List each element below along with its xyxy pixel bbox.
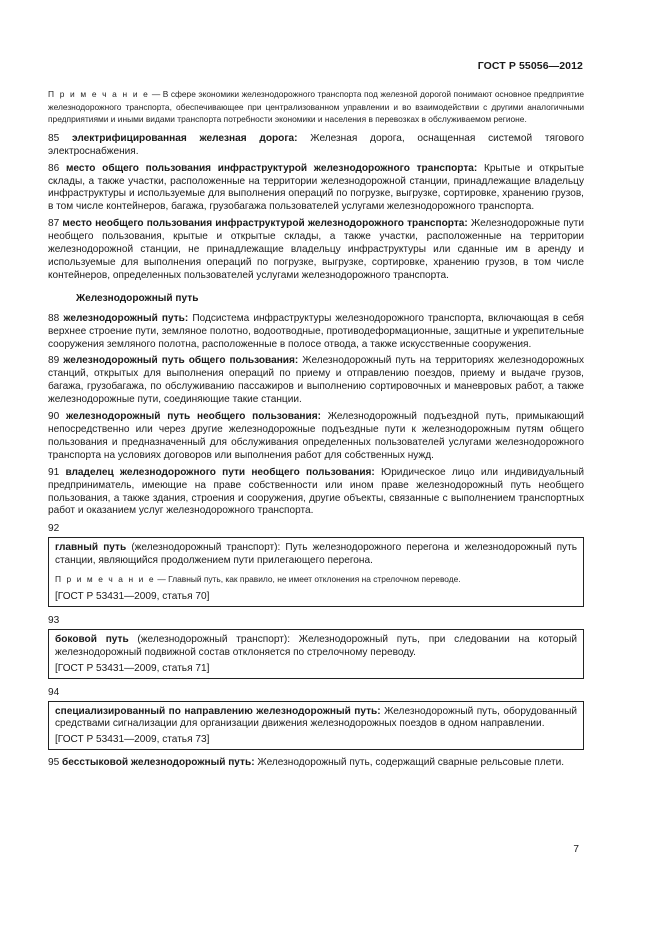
entry-definition: Железнодорожный путь, оборудованный средствами сигнализации для организации движения железнодорожных поездов в одном направлении. [55, 705, 577, 730]
note-intro [48, 88, 584, 126]
entry-number: 88 [48, 312, 60, 324]
entry-definition: Железнодорожный подъездной путь, примыкающий непосредственно или через другие железнодорожные подъездные пути к железнодорожным путям общего пользования и предназначенный для обслуживания определенных пользователей услугами железнодорожного транспорта на условиях договоров или выполнения работ для собственных нужд. [48, 411, 584, 461]
term-entry-90 [48, 411, 584, 463]
entry-definition: Юридическое лицо или индивидуальный предприниматель, имеющие на праве собственности или ином праве железнодорожный путь необщего пользования, а также здания, строения и сооружения, другие объекты, связанные с выполнением транспортных работ и оказанием услуг железнодорожного транспорта. [48, 466, 584, 517]
term-entry-89 [48, 355, 584, 407]
entry-term: бесстыковой железнодорожный путь: [62, 757, 255, 769]
entry-number: 91 [48, 466, 60, 478]
source-reference: [ГОСТ Р 53431—2009, статья 70] [55, 590, 210, 602]
document-id-header: ГОСТ Р 55056—2012 [477, 60, 583, 72]
entry-number: 95 [48, 757, 60, 769]
entry-definition: Железнодорожный путь на территориях железнодорожных станций, открытых для выполнения операций по приему и отправлению поездов, приему и выдаче грузов, багажа, грузобагажа, по обслуживанию пассажиров и выполнению сортировочных и маневровых работ, а также железнодорожные пути, соединяющие такие станции. [48, 355, 584, 406]
page-content [48, 88, 584, 774]
term-entry-95 [48, 757, 584, 770]
entry-number: 89 [48, 355, 60, 367]
source-reference: [ГОСТ Р 53431—2009, статья 73] [55, 734, 210, 746]
entry-term: специализированный по направлению железнодорожный путь: [55, 705, 381, 717]
entry-term: железнодорожный путь: [63, 312, 189, 324]
term-entry-91 [48, 467, 584, 519]
entry-definition: (железнодорожный транспорт): Железнодорожный путь, при следовании на который железнодорожный подвижной состав отклоняется по стрелочному переводу. [55, 633, 577, 658]
entry-term: владелец железнодорожного пути необщего пользования: [65, 466, 375, 478]
entry-definition: Крытые и открытые склады, а также участки, расположенные на территории железнодорожной станции, принадлежащие владельцу инфраструктуры и используемые для выполнения операций по погрузке, выгрузке, сортировке, хранению грузов, в том числе контейнеров, багажа, грузобагажа пользователей услугами железнодорожного транспорта. [48, 162, 584, 213]
entry-term: боковой путь [55, 633, 129, 645]
entry-definition: Железнодорожный путь, содержащий сварные рельсовые плети. [254, 757, 565, 769]
entry-definition: Подсистема инфраструктуры железнодорожного транспорта, включающая в себя верхнее строение пути, земляное полотно, водоотводные, противодеформационные, защитные и укрепительные сооружения земляного полотна, расположенные в полосе отвода, а также искусственные сооружения. [48, 312, 584, 350]
entry-number: 90 [48, 411, 60, 423]
entry-number: 87 [48, 218, 60, 230]
entry-definition: (железнодорожный транспорт): Путь железнодорожного перегона и железнодорожный путь станции, являющийся продолжением пути прилегающего перегона. [55, 542, 577, 567]
entry-term: железнодорожный путь общего пользования: [63, 355, 299, 367]
entry-term: главный путь [55, 542, 127, 554]
entry-definition: Железная дорога, оснащенная системой тягового электроснабжения. [48, 132, 584, 157]
term-entry-88 [48, 313, 584, 352]
quoted-term-box-94 [48, 701, 584, 751]
entry-term: место общего пользования инфраструктурой железнодорожного транспорта: [65, 162, 478, 174]
note-label: П р и м е ч а н и е [48, 89, 150, 99]
term-entry-85 [48, 133, 584, 159]
term-entry-87 [48, 218, 584, 283]
entry-number: 85 [48, 132, 60, 144]
term-entry-86 [48, 163, 584, 215]
entry-definition: Железнодорожные пути необщего пользования, крытые и открытые склады, а также участки, расположенные на территории железнодорожной станции, не принадлежащие владельцу инфраструктуры или сданные им в аренду и используемые для выполнения операций по погрузке, выгрузке, сортировке, хранению грузов, в том числе контейнеров, определенных пользователей услугами железнодорожного транспорта. [48, 218, 584, 281]
note-text: — Главный путь, как правило, не имеет отклонения на стрелочном переводе. [155, 574, 461, 585]
section-title: Железнодорожный путь [76, 292, 199, 304]
entry-term: электрифицированная железная дорога: [72, 132, 298, 144]
entry-number-92: 92 [48, 523, 60, 535]
note-text: — В сфере экономики железнодорожного транспорта под железной дорогой понимают основное предприятие железнодорожного транспорта, обеспечивающее при централизованном управлении и во взаимодействии с другими аналогичными предприятиями и иными видами транспорта потребности экономики и населения в перевозках в обслуживаемом регионе. [48, 89, 584, 125]
entry-number-93: 93 [48, 614, 60, 626]
quoted-term-box-93 [48, 629, 584, 679]
entry-term: железнодорожный путь необщего пользования: [65, 411, 321, 423]
entry-number: 86 [48, 162, 60, 174]
page-number: 7 [573, 844, 579, 855]
entry-term: место необщего пользования инфраструктурой железнодорожного транспорта: [62, 218, 468, 230]
quoted-definition [55, 706, 577, 732]
note-label: П р и м е ч а н и е [55, 574, 156, 585]
quoted-term-box-92 [48, 537, 584, 606]
quoted-definition [55, 542, 577, 568]
entry-number-94: 94 [48, 686, 60, 698]
box-note [55, 573, 577, 586]
source-reference: [ГОСТ Р 53431—2009, статья 71] [55, 662, 210, 674]
quoted-definition [55, 634, 577, 660]
